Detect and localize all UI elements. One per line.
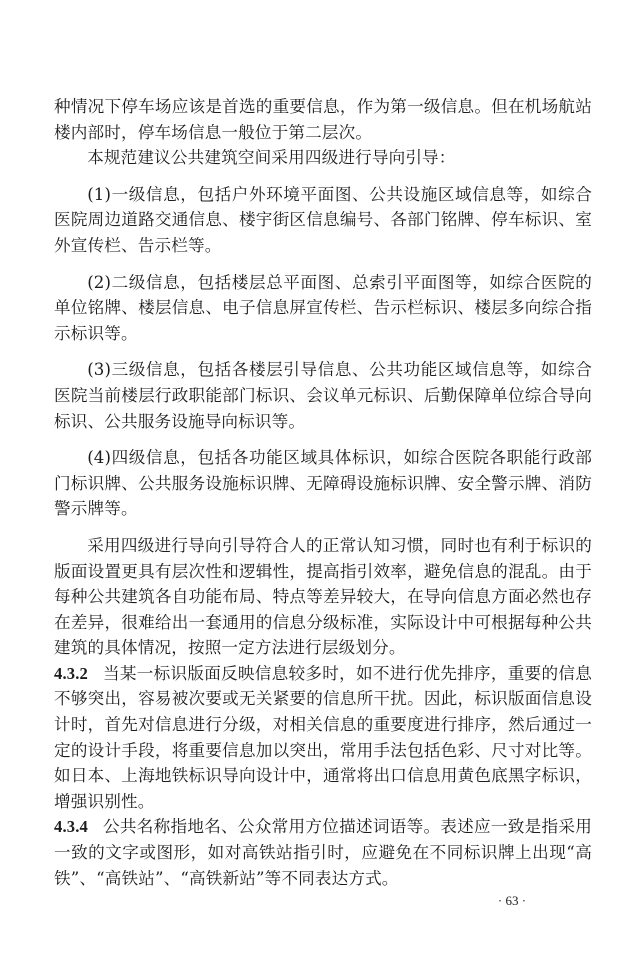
paragraph-intro-four-levels: 本规范建议公共建筑空间采用四级进行导向引导： bbox=[87, 148, 456, 168]
clause-4-3-4 bbox=[54, 814, 592, 891]
clause-text: 公共名称指地名、公众常用方位描述词语等。表述应一致是指采用一致的文字或图形，如对高铁站指引时，应避免在不同标识牌上出现“高铁”、“高铁站”、“高铁新站”等不同表达方式。 bbox=[54, 817, 592, 888]
body-text bbox=[54, 94, 592, 891]
page-number: · 63 · bbox=[497, 893, 527, 908]
paragraph-continued: 种情况下停车场应该是首选的重要信息，作为第一级信息。但在机场航站楼内部时，停车场信息一般位于第二层次。 bbox=[54, 97, 592, 142]
paragraph-level-1: (1)一级信息，包括户外环境平面图、公共设施区域信息等，如综合医院周边道路交通信息、楼宇街区信息编号、各部门铭牌、停车标识、室外宣传栏、告示栏等。 bbox=[54, 184, 592, 255]
clause-number: 4.3.4 bbox=[54, 817, 88, 837]
clause-number: 4.3.2 bbox=[54, 663, 88, 683]
paragraph-level-2: (2)二级信息，包括楼层总平面图、总索引平面图等，如综合医院的单位铭牌、楼层信息、电子信息屏宣传栏、告示栏标识、楼层多向综合指示标识等。 bbox=[54, 272, 592, 343]
clause-text: 当某一标识版面反映信息较多时，如不进行优先排序，重要的信息不够突出，容易被次要或无关紧要的信息所干扰。因此，标识版面信息设计时，首先对信息进行分级，对相关信息的重要度进行排序，然后通过一定的设计手段，将重要信息加以突出，常用手法包括色彩、尺寸对比等。如日本、上海地铁标识导向设计中，通常将出口信息用黄色底黑字标识，增强识别性。 bbox=[54, 663, 592, 811]
paragraph-level-4: (4)四级信息，包括各功能区域具体标识，如综合医院各职能行政部门标识牌、公共服务设施标识牌、无障碍设施标识牌、安全警示牌、消防警示牌等。 bbox=[54, 448, 592, 519]
clause-4-3-2 bbox=[54, 661, 592, 815]
paragraph-level-3: (3)三级信息，包括各楼层引导信息、公共功能区域信息等，如综合医院当前楼层行政职能部门标识、会议单元标识、后勤保障单位综合导向标识、公共服务设施导向标识等。 bbox=[54, 360, 592, 431]
paragraph-summary: 采用四级进行导向引导符合人的正常认知习惯，同时也有利于标识的版面设置更具有层次性和逻辑性，提高指引效率，避免信息的混乱。由于每种公共建筑各自功能布局、特点等差异较大，在导向信息方面必然也存在差异，很难给出一套通用的信息分级标准，实际设计中可根据每种公共建筑的具体情况，按照一定方法进行层级划分。 bbox=[54, 535, 592, 658]
